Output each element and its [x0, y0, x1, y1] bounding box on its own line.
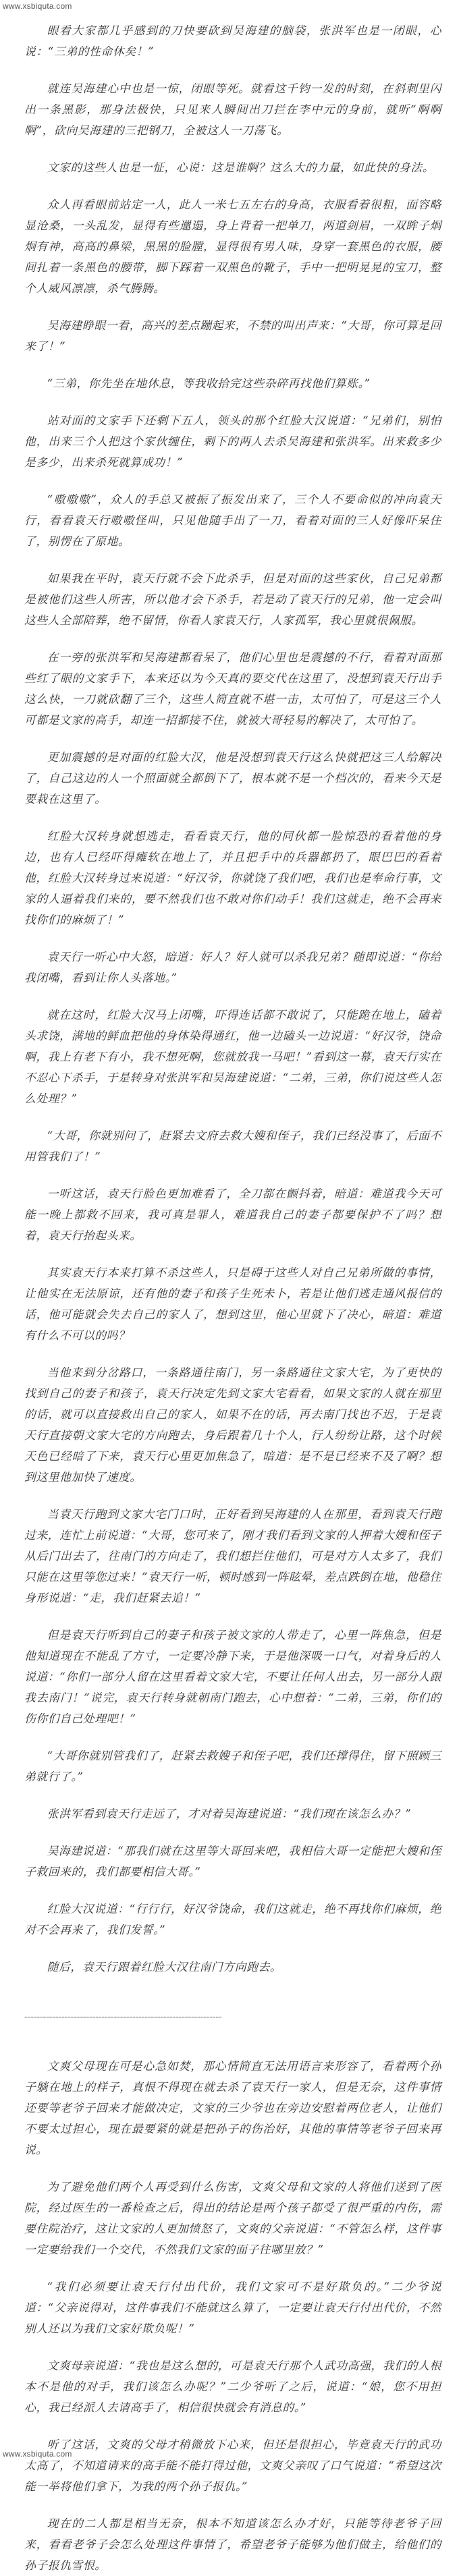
paragraph: 当袁天行跑到文家大宅门口时，正好看到吴海建的人在那里，看到袁天行跑过来，连忙上前说道：“大哥，您可来了，刚才我们看到文家的人押着大嫂和侄子从后门出去了，往南门的方向走了，我们想拦住他们，可是对方人太多了，我们只能在这里等您过来！”袁天行一听，顿时感到一阵眩晕，差点跌倒在地，他稳住身形说道：“走，我们赶紧去追！”	[24, 1507, 441, 1604]
paragraph: 红脸大汉转身就想逃走，看看袁天行，他的同伙都一脸惊恐的看着他的身边，也有人已经吓得瘫软在地上了，并且把手中的兵器都扔了，眼巴巴的看着他，红脸大汉转身过来说道：“好汉爷，你就饶了我们吧，我们也是奉命行事，文家的人逼着我们来的，要不然我们也不敢对你们动手！我们这就走，绝不会再来找你们的麻烦了！”	[24, 829, 441, 926]
paragraph: “我们必须要让袁天行付出代价，我们文家可不是好欺负的。”二少爷说道：“父亲说得对，这件事我们不能就这么算了，一定要让袁天行付出代价，不然别人还以为我们文家好欺负呢！”	[24, 2280, 441, 2335]
paragraph: 但是袁天行听到自己的妻子和孩子被文家的人带走了，心里一阵焦急，但是他知道现在不能乱了方寸，一定要冷静下来，于是他深吸一口气，对着身后的人说道：“你们一部分人留在这里看着文家大宅，不要让任何人出去，另一部分人跟我去南门！”说完，袁天行转身就朝南门跑去，心中想着：“二弟，三弟，你们的伤你们自己处理吧！”	[24, 1628, 441, 1725]
paragraph: 当他来到分岔路口，一条路通往南门，另一条路通往文家大宅，为了更快的找到自己的妻子和孩子，袁天行决定先到文家大宅看看，如果文家的人就在那里的话，就可以直接救出自己的家人，如果不在的话，再去南门找也不迟，于是袁天行直接朝文家大宅的方向跑去，身后跟着几十个人，行人纷纷让路，这个时候天色已经暗了下来，袁天行心里更加焦急了，暗道：是不是已经来不及了啊？想到这里他加快了速度。	[24, 1366, 441, 1484]
watermark-top: www.xsbiquta.com	[3, 1, 72, 11]
paragraph: 其实袁天行本来打算不杀这些人，只是碍于这些人对自己兄弟所做的事情，让他实在无法原谅，还有他的妻子和孩子生死未卜，若是让他们逃走通风报信的话，他可能就会失去自己的家人了，想到这里，他心里就下了决心，暗道：难道有什么不可以的吗？	[24, 1266, 441, 1342]
paragraph: 吴海建说道：“那我们就在这里等大哥回来吧，我相信大哥一定能把大嫂和侄子救回来的，我们都要相信大哥。”	[24, 1844, 441, 1878]
paragraph: 为了避免他们两个人再受到什么伤害，文爽父母和文家的人将他们送到了医院，经过医生的一番检查之后，得出的结论是两个孩子都受了很严重的内伤，需要住院治疗，这让文家的人更加愤怒了，文爽的父亲说道：“不管怎么样，这件事一定要给我们一个交代，不然我们文家的面子往哪里放？”	[24, 2180, 441, 2256]
paragraph: 一听这话，袁天行脸色更加难看了，全刀都在颤抖着，暗道：难道我今天可能一晚上都救不回来，我可真是罪人，难道我自己的妻子都要保护不了吗？想着，袁天行抬起头来。	[24, 1187, 441, 1242]
paragraph: 文爽父母现在可是心急如焚，那心情简直无法用语言来形容了，看着两个孙子躺在地上的样子，真恨不得现在就去杀了袁天行一家人，但是无奈，这件事情还要等老爷子回来才能做决定，文家的三少爷也在旁边安慰着两位老人，让他们不要太过担心，现在最要紧的就是把孙子的伤治好，其他的事情等老爷子回来再说。	[24, 2059, 441, 2156]
paragraph: “三弟，你先坐在地休息，等我收拾完这些杂碎再找他们算账。”	[47, 376, 371, 390]
section-separator: ----------------------------------------------------------------	[24, 2011, 222, 2023]
paragraph: 更加震撼的是对面的红脸大汉，他是没想到袁天行这么快就把这三人给解决了，自己这边的人一个照面就全都倒下了，根本就不是一个档次的，看来今天是要栽在这里了。	[24, 750, 441, 806]
paragraph: 袁天行一听心中大怒，暗道：好人？好人就可以杀我兄弟？随即说道：“你给我闭嘴，看到让你人头落地。”	[24, 950, 441, 984]
paragraph: 随后，袁天行跟着红脸大汉往南门方向跑去。	[47, 1960, 282, 1973]
paragraph: 张洪军看到袁天行走远了，才对着吴海建说道：“我们现在该怎么办？”	[47, 1807, 412, 1820]
paragraph: 吴海建睁眼一看，高兴的差点蹦起来，不禁的叫出声来：“大哥，你可算是回来了！”	[24, 318, 441, 353]
paragraph: “嗷嗷嗷”，众人的手总又被振了振发出来了，三个人不要命似的冲向袁天行，看看袁天行嗷嗷怪叫，只见他随手出了一刀，看着对面的三人好像吓呆住了，别愣在了原地。	[24, 493, 441, 548]
paragraph: 现在的二人都是相当无奈，根本不知道该怎么办才好，只能等待老爷子回来，看看老爷子会怎么处理这件事情了，希望老爷子能够为他们做主，给他们的孙子报仇雪恨。	[24, 2517, 441, 2572]
paragraph: “大哥你就别管我们了，赶紧去救嫂子和侄子吧，我们还撑得住，留下照顾三弟就行了。”	[24, 1749, 441, 1783]
article-body	[24, 20, 441, 2576]
paragraph: 如果我在平时，袁天行就不会下此杀手，但是对面的这些家伙，自己兄弟都是被他们这些人所害，所以他才会下杀手，若是动了袁天行的兄弟，他一定会叫这些人全部陪葬，绝不留情，你看人家袁天行，人家孤军，我心里就很佩服。	[24, 571, 441, 627]
paragraph: “大哥，你就别问了，赶紧去文府去救大嫂和侄子，我们已经没事了，后面不用管我们了！”	[24, 1129, 441, 1163]
paragraph: 在一旁的张洪军和吴海建都看呆了，他们心里也是震撼的不行，看着对面那些红了眼的文家手下，本来还以为今天真的要交代在这里了，没想到袁天行出手这么快，一刀就砍翻了三个，这些人简直就不堪一击，太可怕了，可是这三个人可都是文家的高手，却连一招都接不住，就被大哥轻易的解决了，太可怕了。	[24, 650, 441, 727]
paragraph: 就连吴海建心中也是一惊，闭眼等死。就看这千钧一发的时刻，在斜刺里闪出一条黑影，那身法极快，只见来人瞬间出刀拦在李中元的身前，就听“啊啊啊”，砍向吴海建的三把钢刀，全被这人一刀荡飞。	[24, 82, 441, 137]
paragraph: 文爽母亲说道：“我也是这么想的，可是袁天行那个人武功高强，我们的人根本不是他的对手，我们该怎么办呢？”二少爷听了之后，说道：“娘，您不用担心，我已经派人去请高手了，相信很快就会有消息的。”	[24, 2359, 441, 2414]
paragraph: 就在这时，红脸大汉马上闭嘴，吓得连话都不敢说了，只能跪在地上，磕着头求饶，满地的鲜血把他的身体染得通红，他一边磕头一边说道：“好汉爷，饶命啊，我上有老下有小，我不想死啊，您就放我一马吧！”看到这一幕，袁天行实在不忍心下杀手，于是转身对张洪军和吴海建说道：“二弟，三弟，你们说这些人怎么处理？”	[24, 1008, 441, 1105]
paragraph: 红脸大汉说道：“行行行，好汉爷饶命，我们这就走，绝不再找你们麻烦，绝对不会再来了，我们发誓。”	[24, 1902, 441, 1936]
paragraph: 听了这话，文爽的父母才稍微放下心来，但还是很担心，毕竟袁天行的武功太高了，不知道请来的高手能不能打得过他，文爽父亲叹了口气说道：“希望这次能一举将他们拿下，为我的两个孙子报仇。”	[24, 2438, 441, 2493]
paragraph: 文家的这些人也是一怔，心说：这是谁啊？这么大的力量，如此快的身法。	[47, 161, 435, 174]
paragraph: 眼看大家都几乎感到的刀快要砍到吴海建的脑袋，张洪军也是一闭眼，心说：“三弟的性命休矣！”	[24, 24, 441, 58]
paragraph: 众人再看眼前站定一人，此人一米七五左右的身高，衣服看着很粗，面容略显沧桑，一头乱发，显得有些邋遢，身上背着一把单刀，两道剑眉，一双眸子炯炯有神，高高的鼻梁，黑黑的脸膛，显得很有男人味，身穿一套黑色的衣服，腰间扎着一条黑色的腰带，脚下踩着一双黑色的靴子，手中一把明晃晃的宝刀，整个人威风凛凛，杀气腾腾。	[24, 198, 441, 295]
paragraph: 站对面的文家手下还剩下五人，领头的那个红脸大汉说道：“兄弟们，别怕他，出来三个人把这个家伙缠住，剩下的两人去杀吴海建和张洪军。出来救多少是多少，出来杀死就算成功！”	[24, 414, 441, 469]
watermark-bottom: www.xsbiquta.com	[3, 2449, 72, 2459]
